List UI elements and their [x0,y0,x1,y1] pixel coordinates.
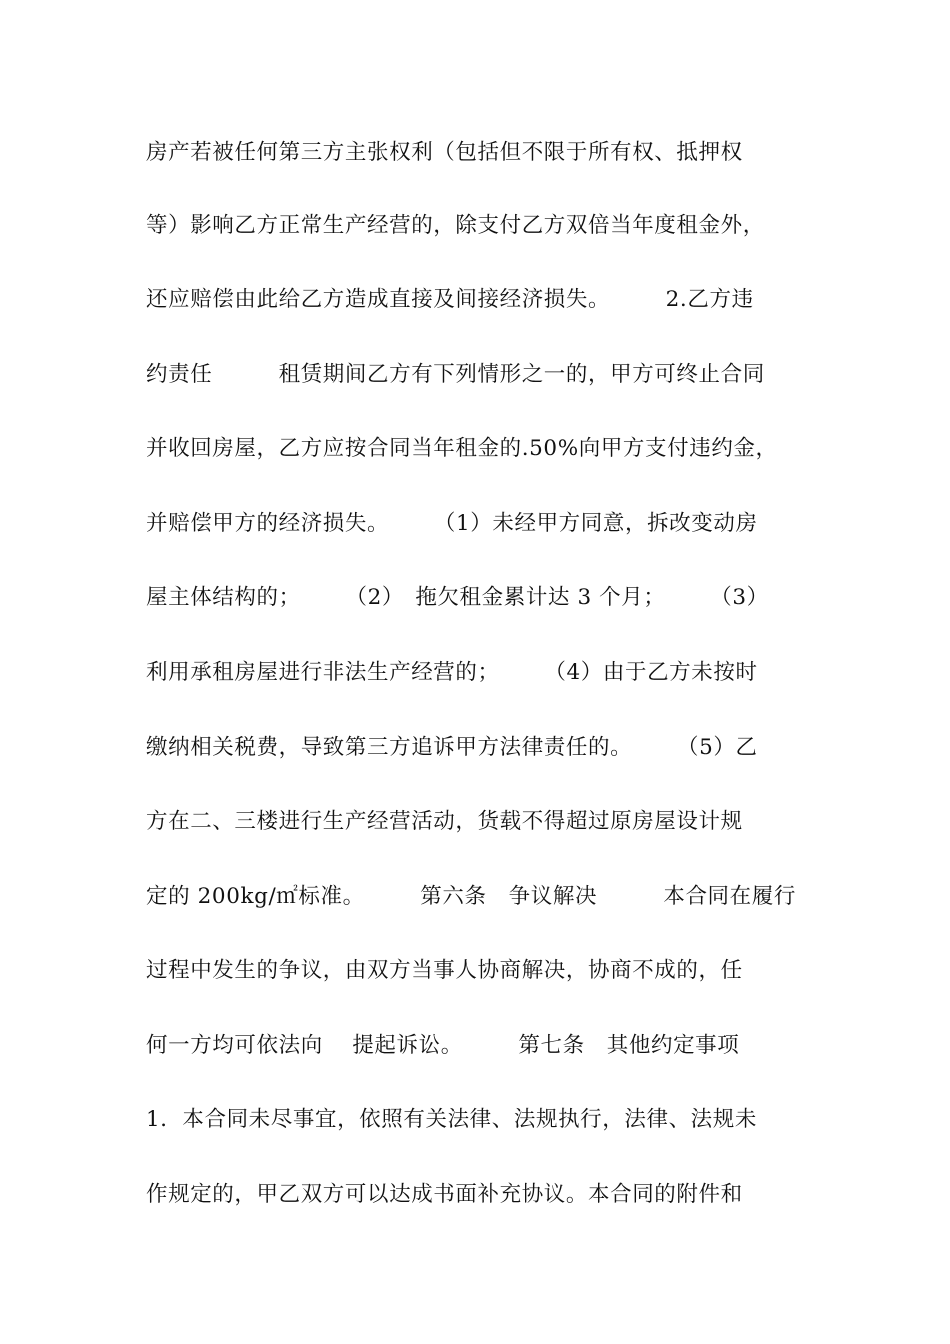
text-line-10: 方在二、三楼进行生产经营活动，货载不得超过原房屋设计规 [146,809,743,834]
text-line-11: 定的 200kg/㎡标准。 第六条 争议解决 本合同在履行 [146,884,796,909]
text-line-8: 利用承租房屋进行非法生产经营的； （4）由于乙方未按时 [146,660,758,685]
text-line-3: 还应赔偿由此给乙方造成直接及间接经济损失。 2.乙方违 [146,287,754,312]
text-line-6: 并赔偿甲方的经济损失。 （1）未经甲方同意，拆改变动房 [146,511,758,536]
text-line-1: 房产若被任何第三方主张权利（包括但不限于所有权、抵押权 [146,140,743,165]
text-line-7: 屋主体结构的； （2） 拖欠租金累计达 3 个月； （3） [146,585,769,610]
text-line-9: 缴纳相关税费，导致第三方追诉甲方法律责任的。 （5）乙 [146,735,758,760]
text-line-15: 作规定的，甲乙双方可以达成书面补充协议。本合同的附件和 [146,1182,743,1207]
text-line-12: 过程中发生的争议，由双方当事人协商解决，协商不成的，任 [146,958,743,983]
text-line-14: 1．本合同未尽事宜，依照有关法律、法规执行，法律、法规未 [146,1107,757,1132]
text-line-13: 何一方均可依法向 提起诉讼。 第七条 其他约定事项 [146,1033,740,1058]
text-line-4: 约责任 租赁期间乙方有下列情形之一的，甲方可终止合同 [146,362,765,387]
text-line-5: 并收回房屋，乙方应按合同当年租金的.50%向甲方支付违约金， [146,436,778,461]
text-line-2: 等）影响乙方正常生产经营的，除支付乙方双倍当年度租金外， [146,213,765,238]
